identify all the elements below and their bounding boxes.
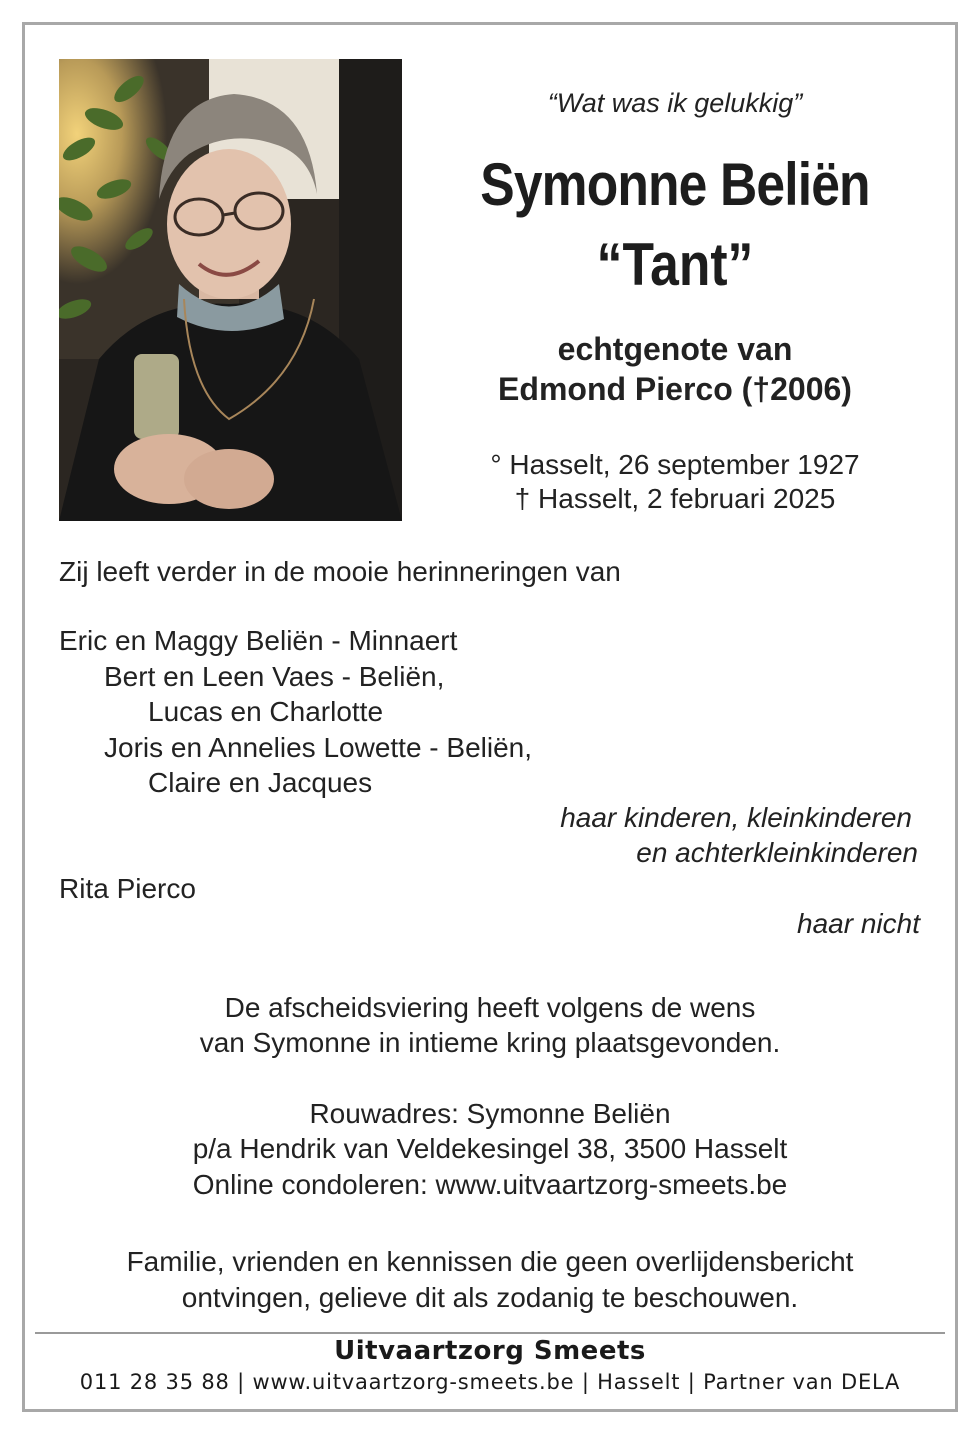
relation-grandchildren: en achterkleinkinderen bbox=[636, 837, 918, 868]
survivor-line: Eric en Maggy Beliën - Minnaert bbox=[59, 625, 458, 656]
survivor-line: Bert en Leen Vaes - Beliën, bbox=[104, 661, 445, 692]
opening-quote: “Wat was ik gelukkig” bbox=[547, 88, 803, 118]
address-line: Rouwadres: Symonne Beliën bbox=[309, 1098, 671, 1129]
deceased-nickname: “Tant” bbox=[596, 231, 754, 298]
condolence-line: Online condoleren: www.uitvaartzorg-smeets.be bbox=[192, 1169, 788, 1200]
niece-name: Rita Pierco bbox=[59, 873, 196, 904]
death-info: † Hasselt, 2 februari 2025 bbox=[514, 483, 836, 514]
address-line: p/a Hendrik van Veldekesingel 38, 3500 Hasselt bbox=[192, 1133, 788, 1164]
spouse-name: Edmond Pierco (†2006) bbox=[498, 371, 852, 407]
funeral-home-name: Uitvaartzorg Smeets bbox=[334, 1336, 646, 1366]
portrait-photo bbox=[59, 59, 402, 521]
ceremony-line: van Symonne in intieme kring plaatsgevonden. bbox=[199, 1027, 781, 1058]
notice-line: Familie, vrienden en kennissen die geen overlijdensbericht bbox=[126, 1246, 854, 1277]
footer-divider bbox=[35, 1332, 945, 1334]
survivor-line: Claire en Jacques bbox=[148, 767, 373, 798]
birth-info: ° Hasselt, 26 september 1927 bbox=[490, 449, 860, 480]
funeral-home-contact: 011 28 35 88 | www.uitvaartzorg-smeets.be | Hasselt | Partner van DELA bbox=[79, 1370, 901, 1394]
ceremony-line: De afscheidsviering heeft volgens de wens bbox=[224, 992, 756, 1023]
survivors-intro: Zij leeft verder in de mooie herinneringen van bbox=[59, 556, 621, 587]
deceased-name: Symonne Beliën bbox=[480, 151, 870, 218]
relation-children: haar kinderen, kleinkinderen bbox=[560, 802, 912, 833]
survivor-line: Lucas en Charlotte bbox=[148, 696, 384, 727]
notice-line: ontvingen, gelieve dit als zodanig te beschouwen. bbox=[181, 1282, 799, 1313]
relation-niece: haar nicht bbox=[797, 908, 920, 939]
survivor-line: Joris en Annelies Lowette - Beliën, bbox=[104, 732, 533, 763]
spouse-label: echtgenote van bbox=[557, 331, 793, 367]
